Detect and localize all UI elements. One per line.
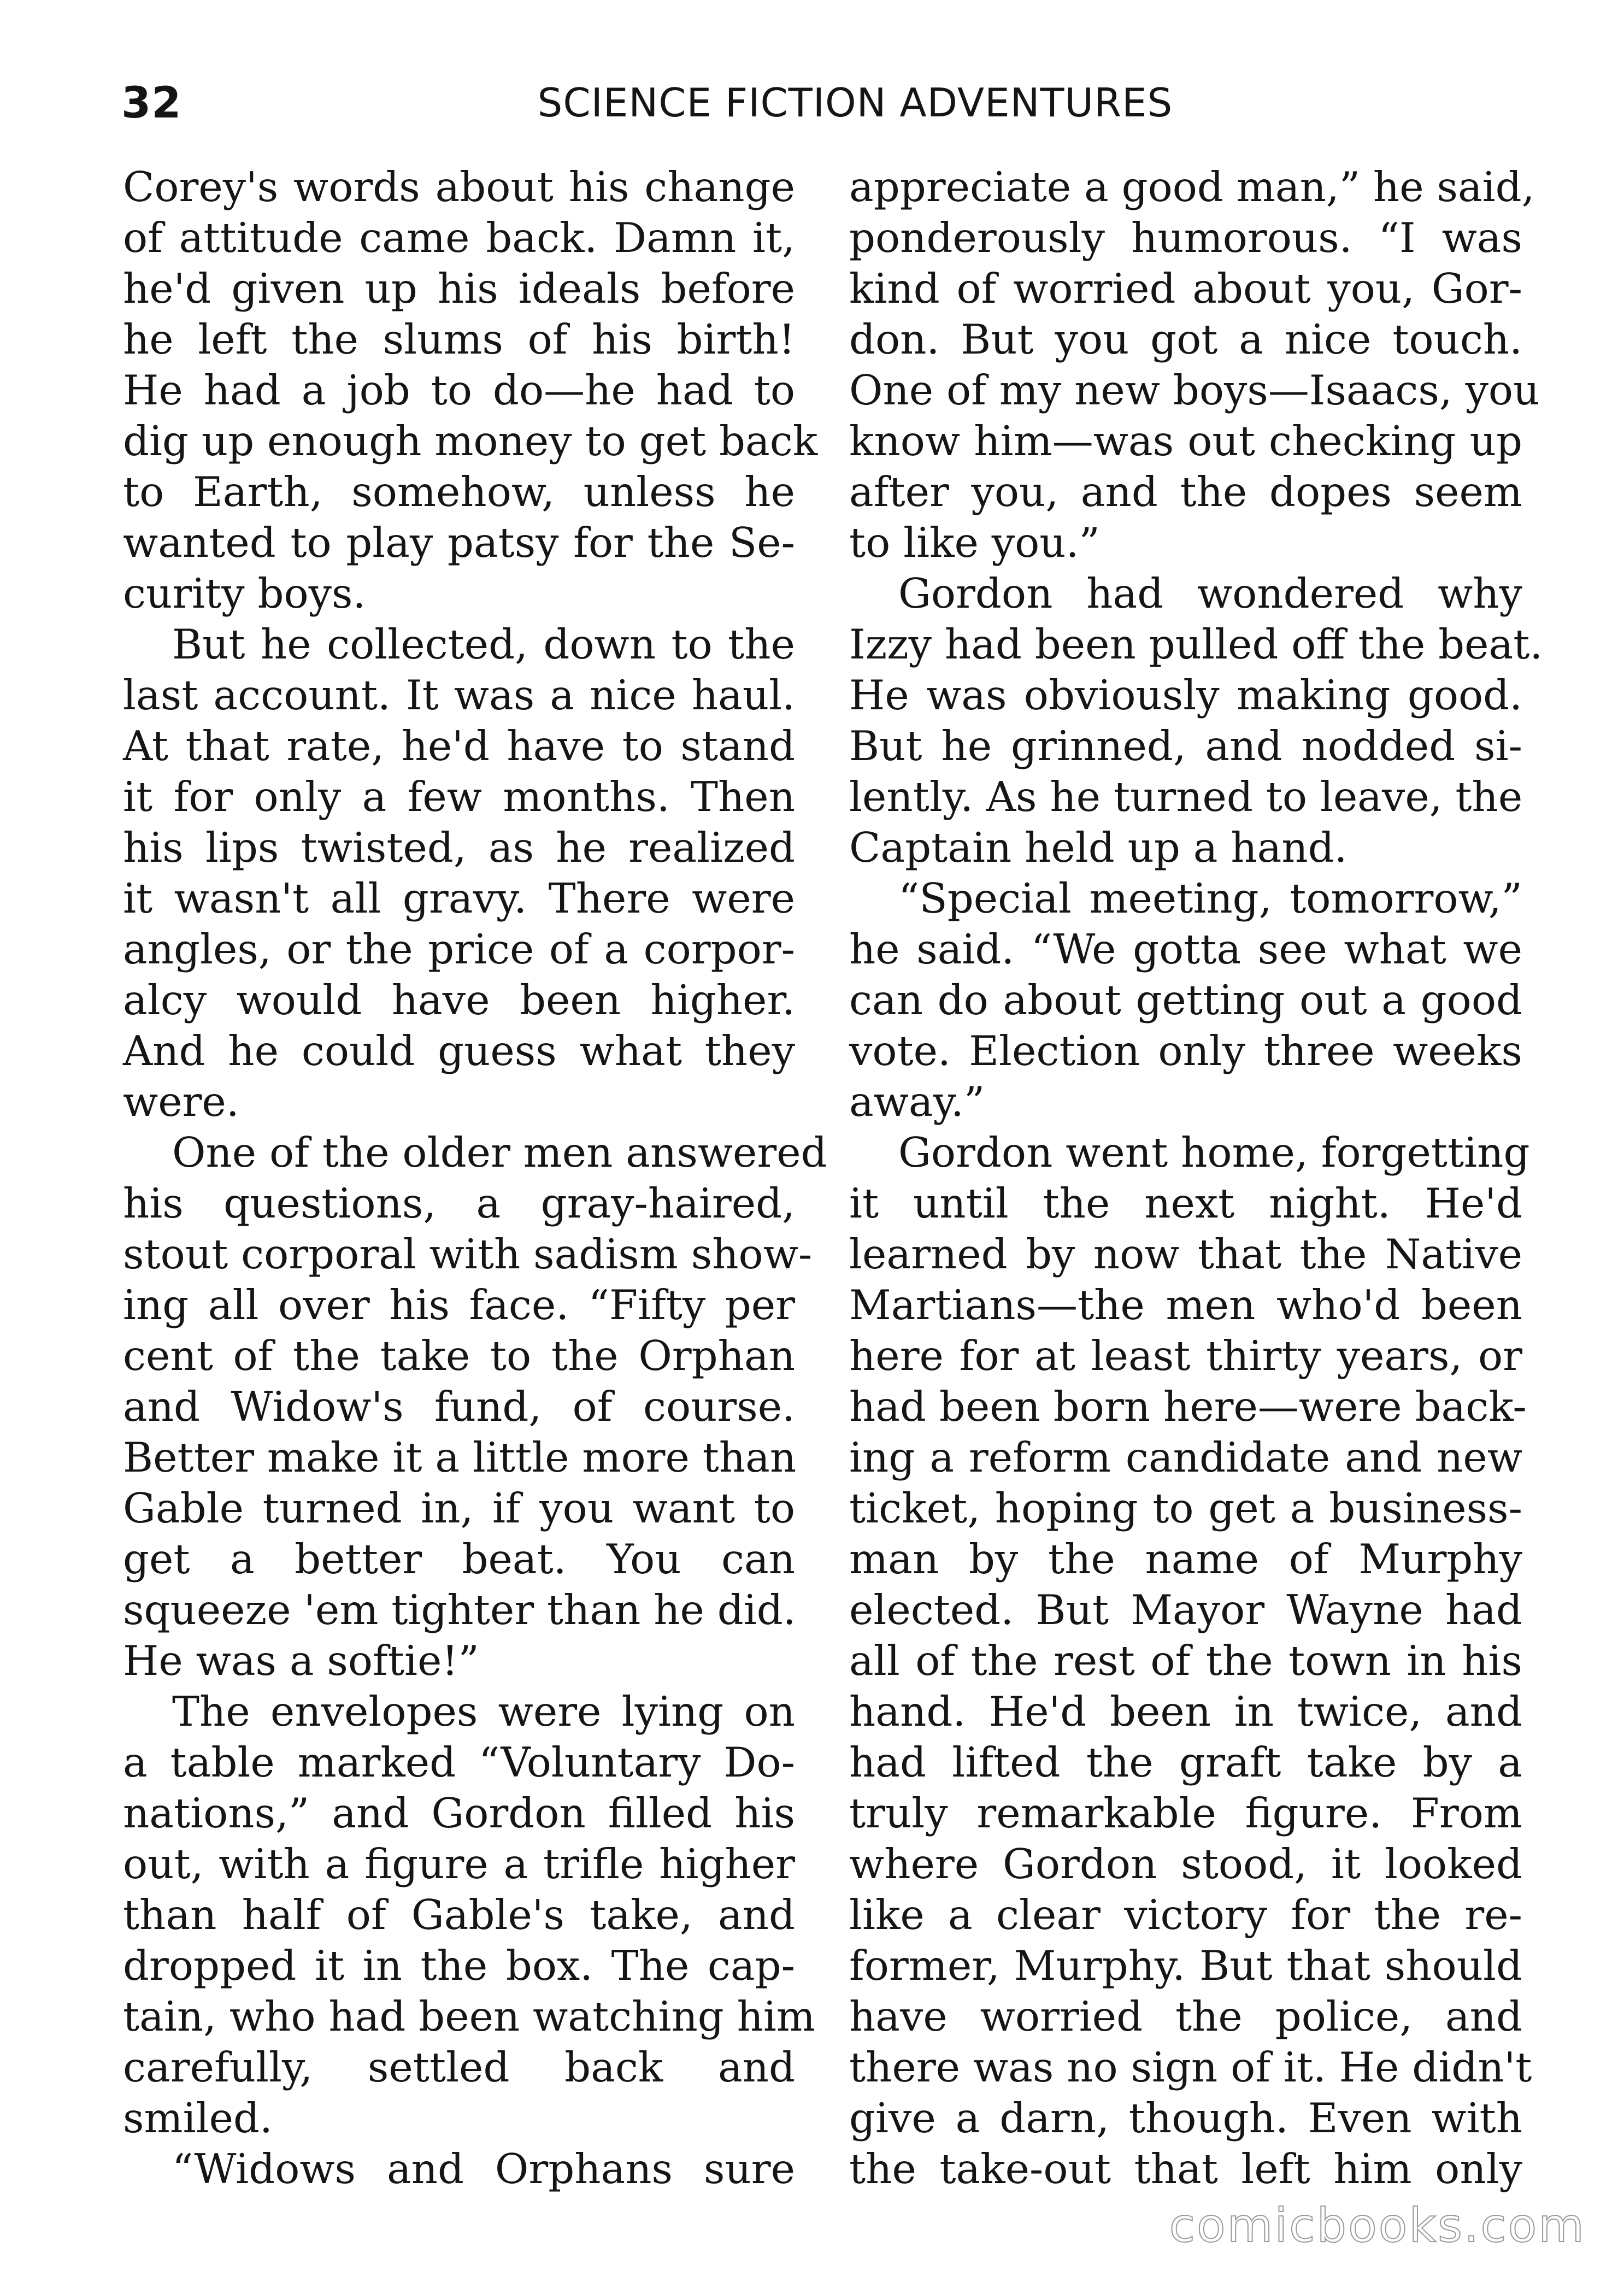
text-line: curity boys.: [123, 569, 366, 617]
text-line: know him—was out checking up: [849, 417, 1522, 465]
text-line: learned by now that the Native: [849, 1230, 1522, 1278]
text-line: nations,” and Gordon filled his: [123, 1789, 795, 1837]
text-line: it for only a few months. Then: [123, 773, 795, 821]
text-line: he said. “We gotta see what we: [849, 925, 1522, 973]
text-line: dropped it in the box. The cap-: [123, 1942, 795, 1990]
text-line: away.”: [849, 1078, 985, 1126]
page-number: 32: [121, 79, 182, 128]
text-line: Izzy had been pulled off the beat.: [849, 620, 1543, 668]
text-line: Gable turned in, if you want to: [123, 1484, 795, 1532]
text-line: kind of worried about you, Gor-: [849, 264, 1522, 313]
text-line: lently. As he turned to leave, the: [849, 773, 1523, 821]
text-line: he'd given up his ideals before: [123, 264, 795, 313]
text-line: stout corporal with sadism show-: [123, 1230, 813, 1278]
text-line: a table marked “Voluntary Do-: [123, 1738, 795, 1786]
text-line: One of the older men answered: [172, 1128, 827, 1177]
text-column-left: [123, 162, 827, 2195]
text-line: At that rate, he'd have to stand: [123, 722, 795, 770]
text-line: it wasn't all gravy. There were: [123, 874, 795, 922]
text-line: smiled.: [123, 2094, 273, 2142]
text-line: Martians—the men who'd been: [849, 1281, 1522, 1329]
text-line: of attitude came back. Damn it,: [123, 214, 795, 262]
text-line: squeeze 'em tighter than he did.: [123, 1586, 796, 1634]
text-line: here for at least thirty years, or: [849, 1332, 1522, 1380]
watermark: comicbooks.com: [1169, 2198, 1586, 2253]
text-line: wanted to play patsy for the Se-: [123, 519, 795, 567]
text-line: than half of Gable's take, and: [123, 1891, 795, 1939]
text-line: there was no sign of it. He didn't: [849, 2043, 1532, 2091]
text-line: “Widows and Orphans sure: [172, 2145, 795, 2193]
text-line: to like you.”: [849, 519, 1100, 567]
text-line: truly remarkable figure. From: [849, 1789, 1522, 1837]
text-line: The envelopes were lying on: [172, 1687, 795, 1736]
text-line: He was obviously making good.: [849, 671, 1522, 719]
text-line: appreciate a good man,” he said,: [849, 163, 1535, 211]
text-line: ponderously humorous. “I was: [849, 214, 1522, 262]
text-column-right: [849, 162, 1543, 2195]
text-line: out, with a figure a trifle higher: [123, 1840, 795, 1888]
text-line: ing all over his face. “Fifty per: [123, 1281, 795, 1329]
text-line: the take-out that left him only: [849, 2145, 1522, 2193]
text-line: man by the name of Murphy: [849, 1535, 1522, 1583]
text-line: He had a job to do—he had to: [123, 366, 795, 414]
text-line: elected. But Mayor Wayne had: [849, 1586, 1522, 1634]
text-line: give a darn, though. Even with: [849, 2094, 1522, 2142]
text-line: And he could guess what they: [123, 1027, 795, 1075]
text-line: Gordon went home, forgetting: [898, 1128, 1530, 1177]
text-line: had been born here—were back-: [849, 1383, 1527, 1431]
text-line: tain, who had been watching him: [123, 1992, 816, 2040]
text-line: get a better beat. You can: [123, 1535, 795, 1583]
text-line: hand. He'd been in twice, and: [849, 1687, 1522, 1736]
text-line: were.: [123, 1078, 239, 1126]
text-line: Gordon had wondered why: [898, 569, 1522, 617]
text-line: like a clear victory for the re-: [849, 1891, 1522, 1939]
text-line: to Earth, somehow, unless he: [123, 468, 795, 516]
text-line: vote. Election only three weeks: [849, 1027, 1522, 1075]
text-line: had lifted the graft take by a: [849, 1738, 1522, 1786]
text-line: dig up enough money to get back: [123, 417, 818, 465]
text-line: all of the rest of the town in his: [849, 1637, 1522, 1685]
text-line: where Gordon stood, it looked: [849, 1840, 1522, 1888]
text-line: Captain held up a hand.: [849, 824, 1348, 872]
text-line: it until the next night. He'd: [849, 1179, 1522, 1227]
text-line: “Special meeting, tomorrow,”: [898, 874, 1522, 922]
text-line: he left the slums of his birth!: [123, 315, 795, 363]
text-line: cent of the take to the Orphan: [123, 1332, 795, 1380]
text-line: last account. It was a nice haul.: [123, 671, 795, 719]
text-line: and Widow's fund, of course.: [123, 1383, 795, 1431]
running-head: SCIENCE FICTION ADVENTURES: [537, 80, 1173, 126]
text-line: carefully, settled back and: [123, 2043, 795, 2091]
text-line: former, Murphy. But that should: [849, 1942, 1522, 1990]
text-line: after you, and the dopes seem: [849, 468, 1522, 516]
text-line: But he collected, down to the: [172, 620, 795, 668]
text-line: ing a reform candidate and new: [849, 1433, 1522, 1481]
text-line: his lips twisted, as he realized: [123, 824, 795, 872]
text-line: Better make it a little more than: [123, 1433, 797, 1481]
text-line: angles, or the price of a corpor-: [123, 925, 795, 973]
text-line: But he grinned, and nodded si-: [849, 722, 1522, 770]
text-line: Corey's words about his change: [123, 163, 795, 211]
text-line: He was a softie!”: [123, 1637, 479, 1685]
text-line: have worried the police, and: [849, 1992, 1522, 2040]
text-line: can do about getting out a good: [849, 976, 1522, 1024]
text-line: his questions, a gray-haired,: [123, 1179, 795, 1227]
text-line: One of my new boys—Isaacs, you: [849, 366, 1540, 414]
text-line: ticket, hoping to get a business-: [849, 1484, 1522, 1532]
text-line: don. But you got a nice touch.: [849, 315, 1522, 363]
text-line: alcy would have been higher.: [123, 976, 795, 1024]
